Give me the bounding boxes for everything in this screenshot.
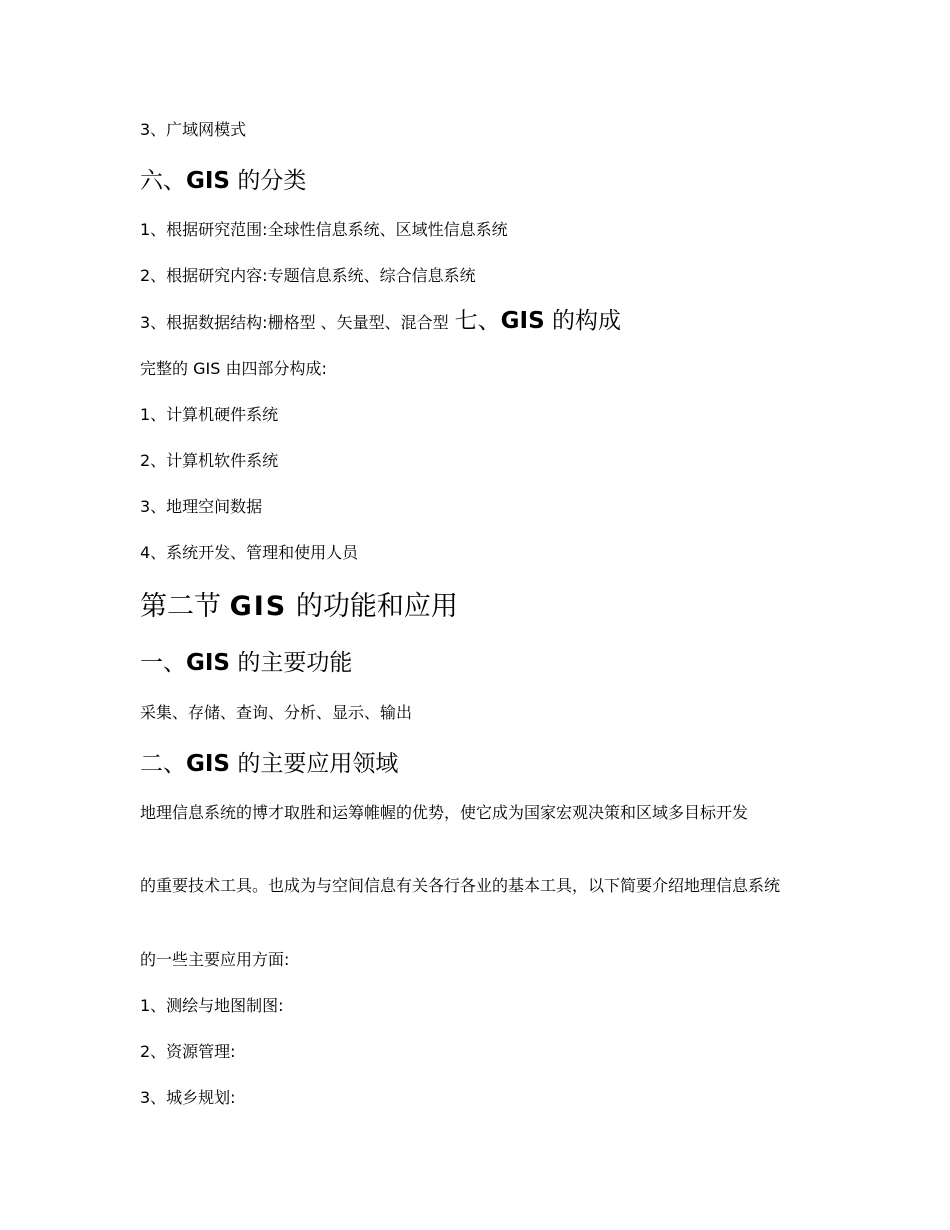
list-item-application-1: 1、测绘与地图制图: [140,996,284,1015]
heading-application-fields [140,749,398,779]
list-item-composition-1: 1、计算机硬件系统 [140,405,279,424]
application-intro-paragraph-1: 地理信息系统的博才取胜和运筹帷幄的优势，使它成为国家宏观决策和区域多目标开发 [140,803,749,822]
heading-suffix: 的构成 [544,308,621,334]
heading-latin: GIS [186,168,231,194]
heading-gis-composition [455,308,621,334]
heading-suffix: 的功能和应用 [287,591,458,622]
heading-suffix: 的分类 [230,168,307,194]
list-item-application-3: 3、城乡规划: [140,1088,236,1107]
list-item-classification-2: 2、根据研究内容:专题信息系统、综合信息系统 [140,266,476,285]
composition-intro: 完整的 GIS 由四部分构成: [140,359,327,378]
heading-suffix: 的主要功能 [230,650,353,676]
heading-prefix: 第二节 [140,591,230,622]
list-item-composition-2: 2、计算机软件系统 [140,451,279,470]
application-intro-paragraph-3: 的一些主要应用方面: [140,950,290,969]
heading-prefix: 一、 [140,650,186,676]
heading-section-2 [140,589,458,625]
heading-suffix: 的主要应用领域 [230,751,399,777]
heading-latin: GIS [186,650,231,676]
heading-gis-classification [140,166,306,196]
list-item-classification-3: 3、根据数据结构:栅格型 、矢量型、混合型 [140,313,449,332]
heading-prefix: 六、 [140,168,186,194]
list-item-wan-mode: 3、广域网模式 [140,120,247,139]
heading-prefix: 七、 [454,308,501,334]
list-item-composition-3: 3、地理空间数据 [140,497,263,516]
list-item-application-2: 2、资源管理: [140,1042,236,1061]
heading-latin: GIS [500,308,545,334]
heading-latin: GIS [186,751,231,777]
heading-main-functions [140,648,352,678]
functions-list: 采集、存储、查询、分析、显示、输出 [140,703,413,722]
list-item-classification-3-with-heading [140,307,621,337]
heading-latin: GIS [229,591,288,622]
list-item-composition-4: 4、系统开发、管理和使用人员 [140,543,359,562]
list-item-classification-1: 1、根据研究范围:全球性信息系统、区域性信息系统 [140,220,508,239]
heading-prefix: 二、 [140,751,186,777]
application-intro-paragraph-2: 的重要技术工具。也成为与空间信息有关各行各业的基本工具，以下简要介绍地理信息系统 [140,876,781,895]
